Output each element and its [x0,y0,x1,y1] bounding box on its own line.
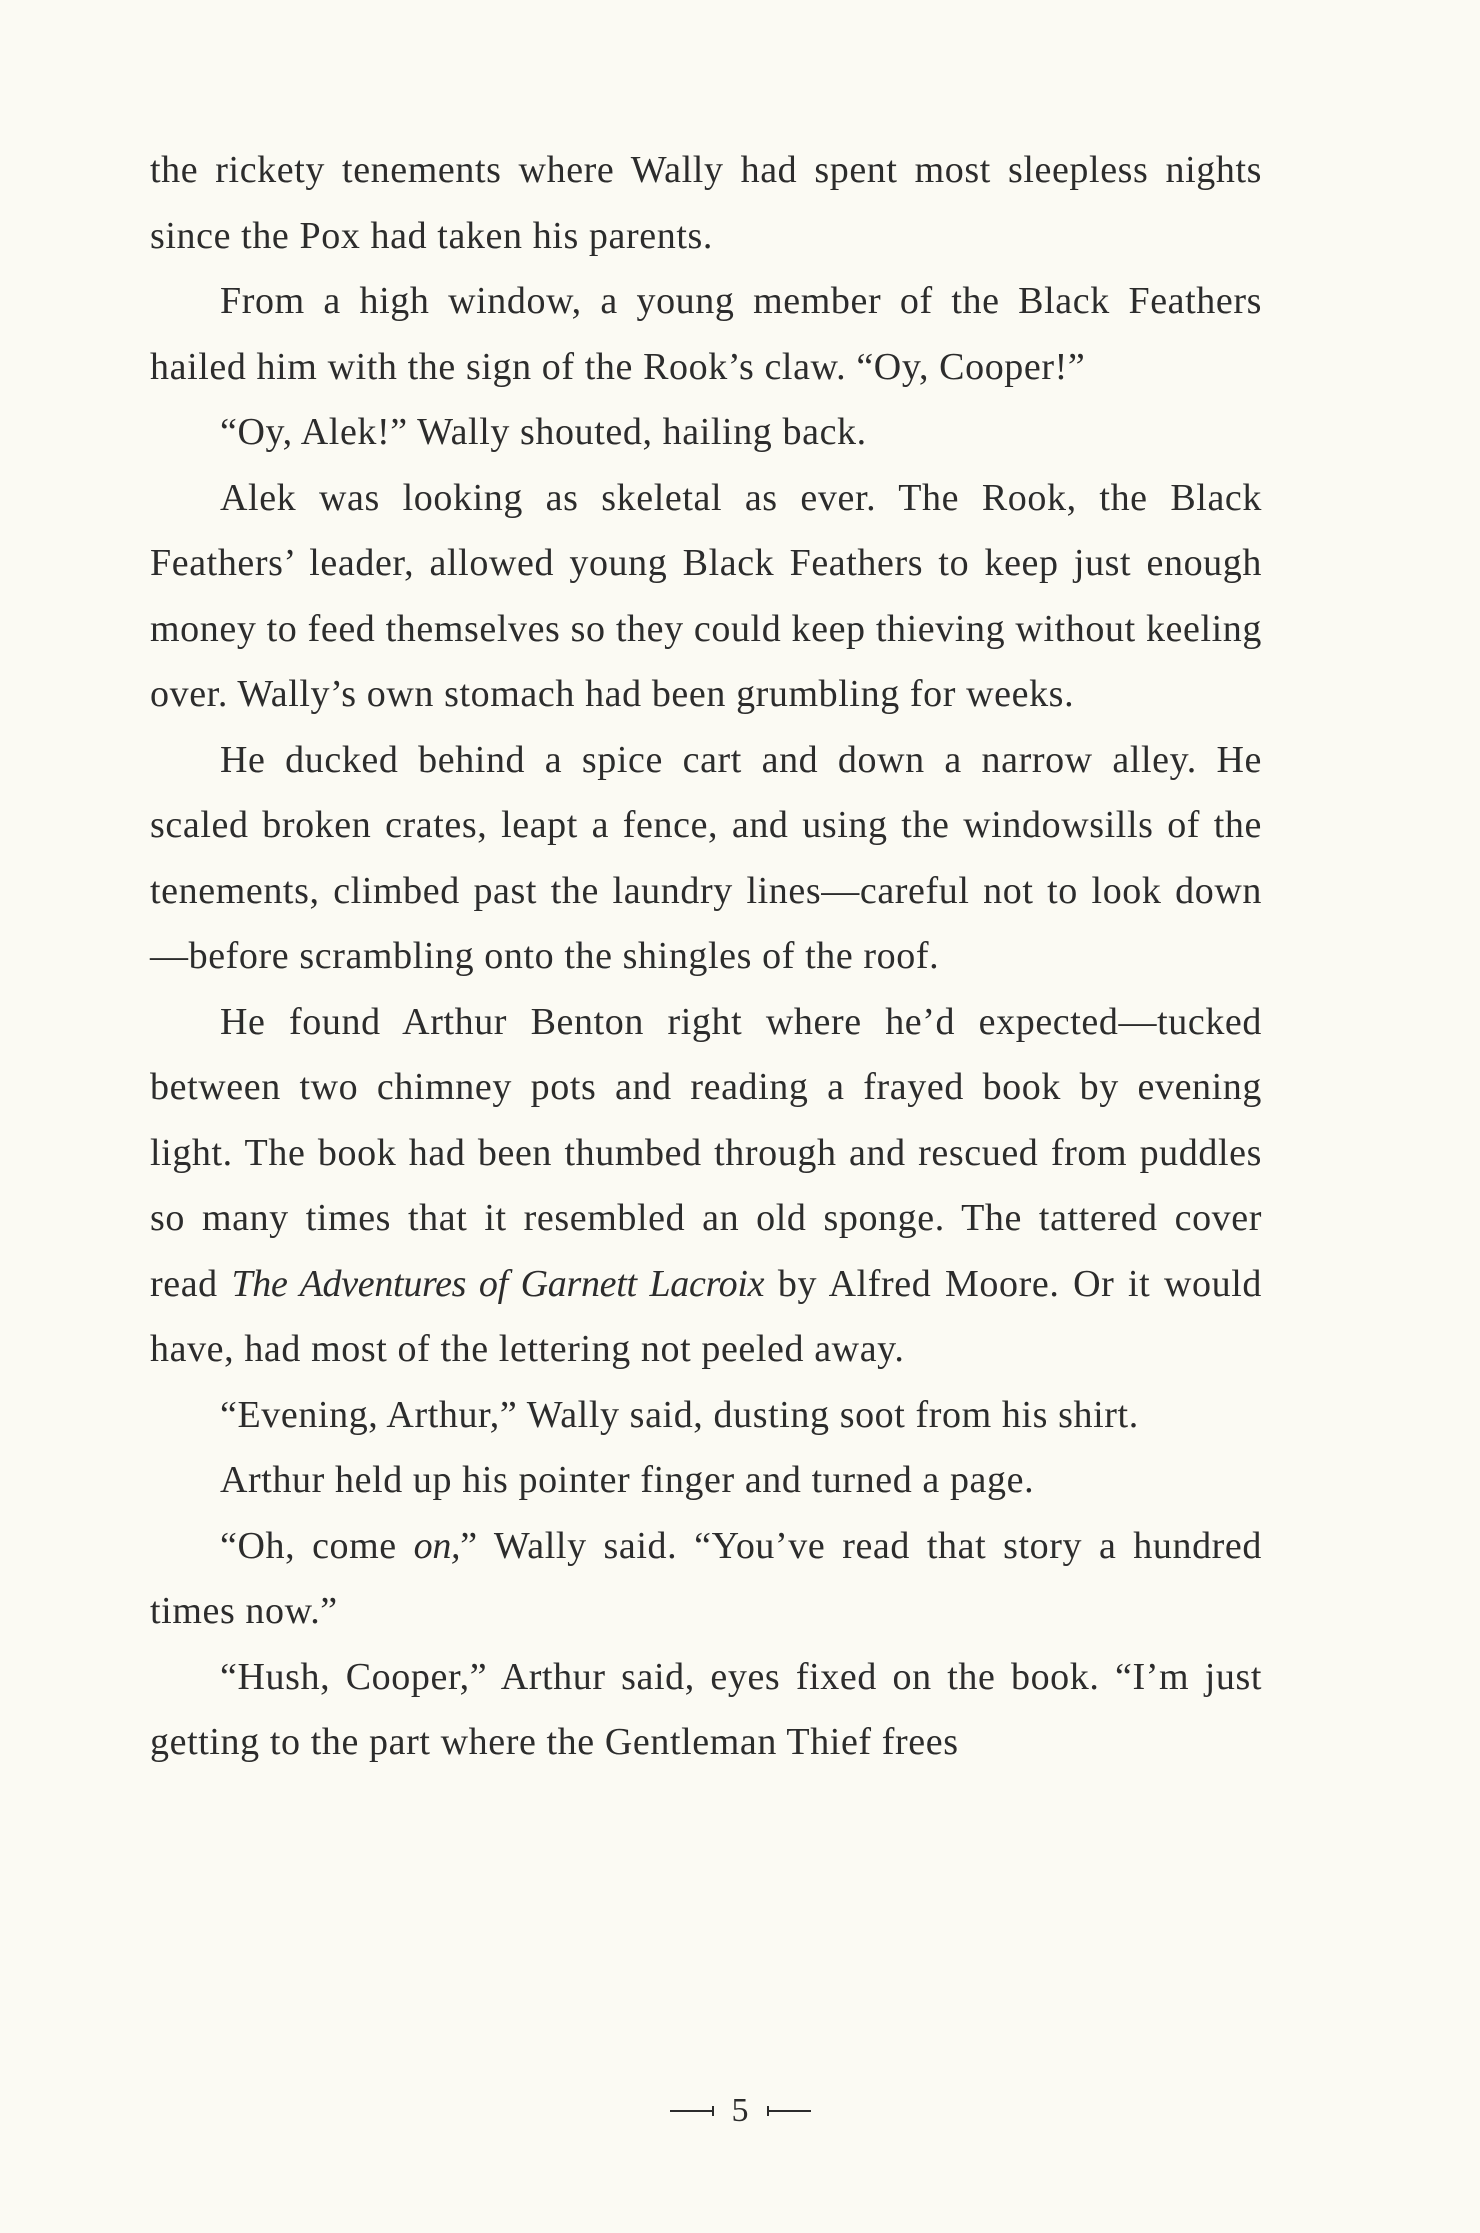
paragraph: From a high window, a young member of the Black Feathers hailed him with the sign of the Rook’s claw. “Oy, Cooper!” [150,280,1262,388]
paragraph: “Oy, Alek!” Wally shouted, hailing back. [220,411,867,453]
paragraph-text: He found Arthur Benton right where he’d expected—tucked between two chimney pots and reading a frayed book by evening light. The book had been thumbed through and rescued from puddles so many times that it resembled an old sponge. The tattered cover read [150,1000,1262,1305]
paragraph-text: ” Wally said. “You’ve read that story a hundred times now.” [150,1524,1262,1632]
folio-dash-left-icon [670,2110,714,2112]
page-number: 5 [731,2092,749,2129]
paragraph-text: “Oh, come [220,1524,414,1567]
paragraph: “Evening, Arthur,” Wally said, dusting soot from his shirt. [220,1393,1139,1436]
paragraph: He ducked behind a spice cart and down a narrow alley. He scaled broken crates, leapt a fence, and using the windowsills of the tenements, climbed past the laundry lines—careful not to look down—before scrambling onto the shingles of the roof. [150,738,1262,977]
paragraph: Arthur held up his pointer finger and turned a page. [220,1459,1035,1501]
paragraph: the rickety tenements where Wally had spent most sleepless nights since the Pox had taken his parents. [150,149,1262,257]
paragraph-text: by Alfred Moore. Or it would have, had most of the lettering not peeled away. [150,1262,1262,1370]
page-folio [0,2092,1480,2130]
paragraph [150,990,1262,1383]
paragraph [150,1514,1262,1645]
emphasis: on, [413,1524,461,1567]
folio-dash-right-icon [767,2110,811,2112]
body-text [150,138,1262,1776]
paragraph: Alek was looking as skeletal as ever. The Rook, the Black Feathers’ leader, allowed young Black Feathers to keep just enough money to feed themselves so they could keep thieving without keeling over. Wally’s own stomach had been grumbling for weeks. [150,476,1262,715]
book-title: The Adventures of Garnett Lacroix [231,1262,765,1305]
paragraph: “Hush, Cooper,” Arthur said, eyes fixed on the book. “I’m just getting to the part where the Gentleman Thief frees [150,1655,1262,1763]
